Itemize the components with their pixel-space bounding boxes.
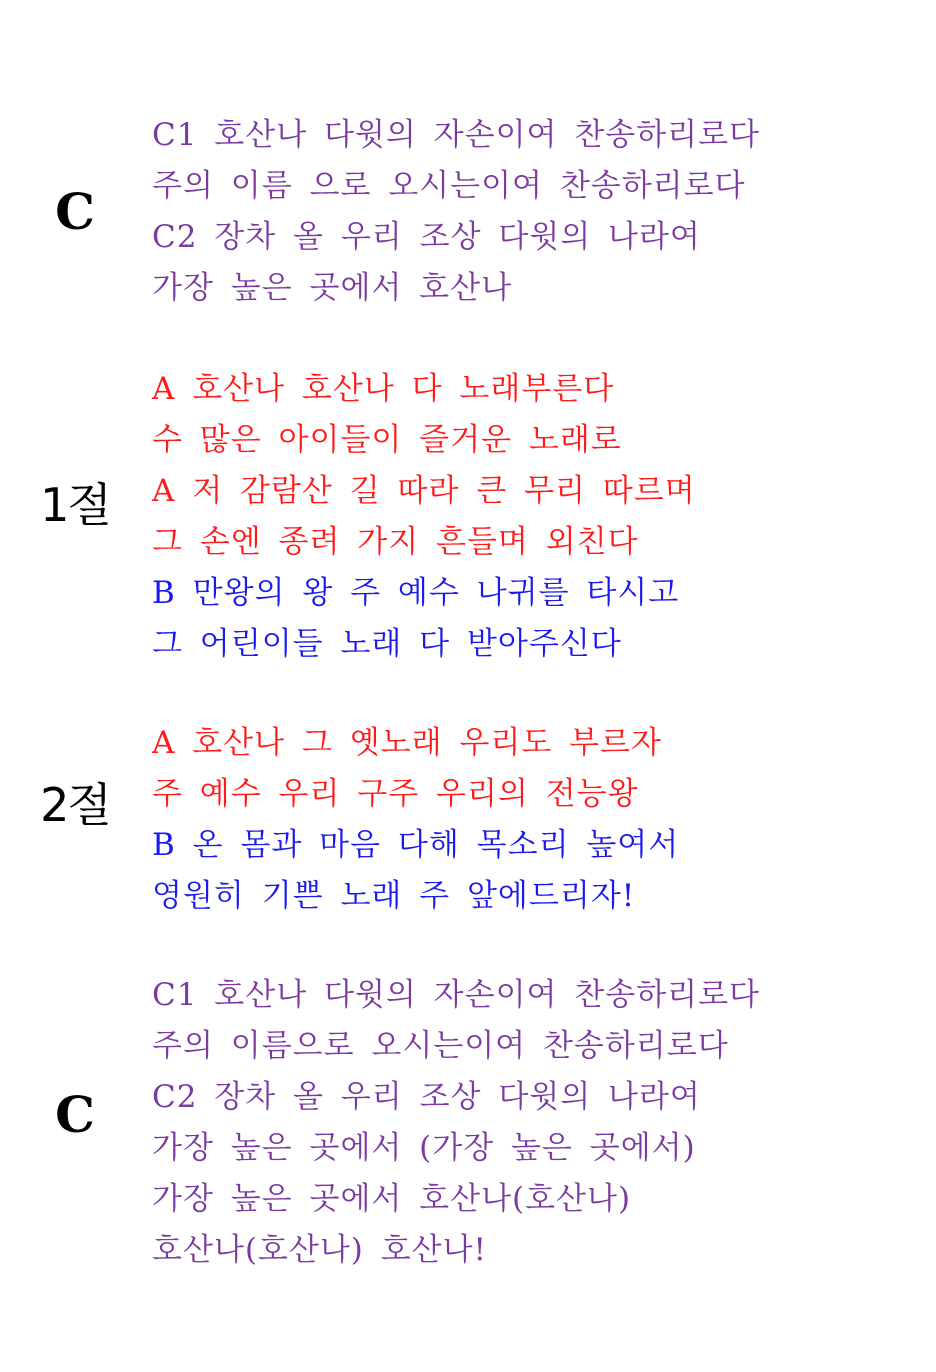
lyric-line: C1 호산나 다윗의 자손이여 찬송하리로다 bbox=[152, 977, 760, 1013]
lyric-line: 그 손엔 종려 가지 흔들며 외친다 bbox=[152, 524, 639, 560]
lyric-line: 주의 이름으로 오시는이여 찬송하리로다 bbox=[152, 1028, 729, 1064]
section-label: C bbox=[55, 182, 95, 241]
lyric-line: 호산나(호산나) 호산나! bbox=[152, 1232, 488, 1268]
section-chorus-1 bbox=[0, 110, 936, 314]
section-label: C bbox=[55, 1085, 95, 1144]
lyric-line: 그 어린이들 노래 다 받아주신다 bbox=[152, 626, 622, 662]
lyric-line: A 호산나 그 옛노래 우리도 부르자 bbox=[152, 725, 662, 761]
lyric-line: C2 장차 올 우리 조상 다윗의 나라여 bbox=[152, 1079, 701, 1115]
lyric-line: B 만왕의 왕 주 예수 나귀를 타시고 bbox=[152, 575, 680, 611]
section-label: 2절 bbox=[40, 778, 110, 832]
lyric-line: 가장 높은 곳에서 호산나(호산나) bbox=[152, 1181, 632, 1217]
lyric-lines bbox=[152, 718, 679, 922]
lyric-line: 주 예수 우리 구주 우리의 전능왕 bbox=[152, 776, 639, 812]
section-verse-2 bbox=[0, 718, 936, 922]
section-verse-1 bbox=[0, 364, 936, 670]
lyric-line: B 온 몸과 마음 다해 목소리 높여서 bbox=[152, 827, 680, 863]
lyric-line: 가장 높은 곳에서 호산나 bbox=[152, 270, 513, 306]
lyric-lines bbox=[152, 364, 696, 670]
lyric-line: 영원히 기쁜 노래 주 앞에드리자! bbox=[152, 878, 636, 914]
lyric-lines bbox=[152, 110, 760, 314]
section-label: 1절 bbox=[40, 478, 110, 532]
section-chorus-2 bbox=[0, 970, 936, 1276]
lyric-line: 수 많은 아이들이 즐거운 노래로 bbox=[152, 422, 622, 458]
lyric-line: C2 장차 올 우리 조상 다윗의 나라여 bbox=[152, 219, 701, 255]
lyric-line: C1 호산나 다윗의 자손이여 찬송하리로다 bbox=[152, 117, 760, 153]
lyric-lines bbox=[152, 970, 760, 1276]
lyric-line: 주의 이름 으로 오시는이여 찬송하리로다 bbox=[152, 168, 746, 204]
lyric-line: A 저 감람산 길 따라 큰 무리 따르며 bbox=[152, 473, 696, 509]
lyric-line: 가장 높은 곳에서 (가장 높은 곳에서) bbox=[152, 1130, 696, 1166]
lyric-line: A 호산나 호산나 다 노래부른다 bbox=[152, 371, 615, 407]
